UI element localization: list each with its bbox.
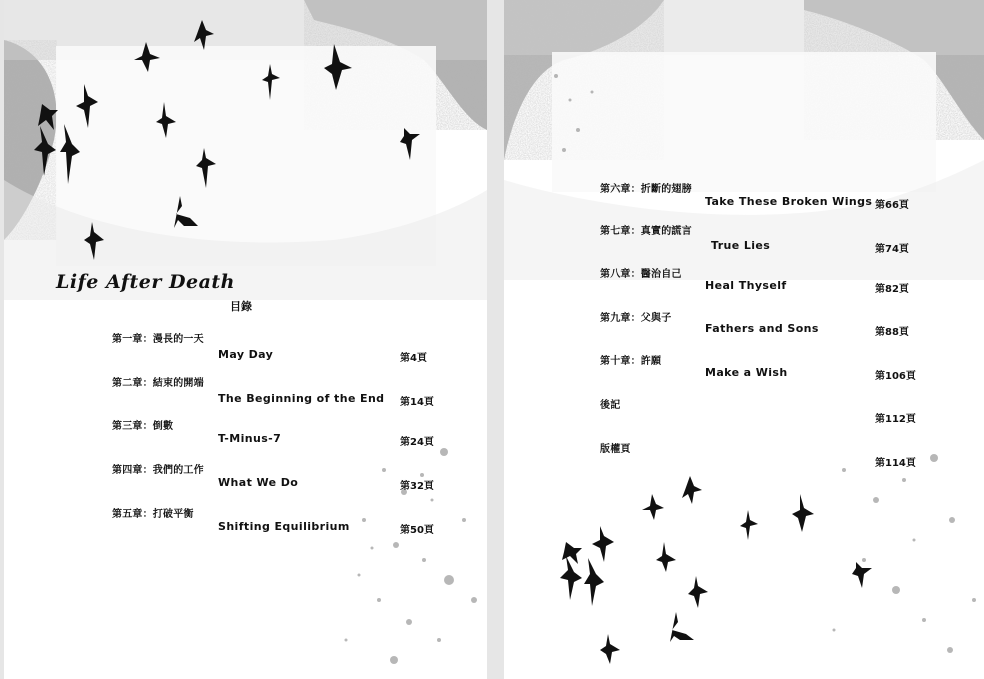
right-page bbox=[504, 0, 984, 679]
birds-flock bbox=[560, 476, 872, 664]
toc-page-number: 第14頁 bbox=[400, 397, 434, 408]
toc-page-number: 第88頁 bbox=[875, 327, 909, 338]
toc-page-number: 第24頁 bbox=[400, 437, 434, 448]
toc-page-number: 第50頁 bbox=[400, 525, 434, 536]
toc-page-number: 第66頁 bbox=[875, 200, 909, 211]
toc-chapter-title: Take These Broken Wings bbox=[705, 195, 873, 208]
toc-chapter-label: 第七章：真實的謊言 bbox=[600, 226, 692, 237]
toc-chapter-label: 第九章：父與子 bbox=[600, 313, 672, 324]
toc-chapter-label: 第四章：我們的工作 bbox=[112, 465, 204, 476]
toc-page-number: 第114頁 bbox=[875, 458, 916, 469]
toc-page-number: 第32頁 bbox=[400, 481, 434, 492]
toc-heading: 目錄 bbox=[230, 300, 252, 313]
toc-chapter-label: 第六章：折斷的翅膀 bbox=[600, 184, 692, 195]
toc-page-number: 第112頁 bbox=[875, 414, 916, 425]
toc-chapter-label: 第十章：許願 bbox=[600, 356, 662, 367]
toc-chapter-label: 後記 bbox=[600, 400, 621, 411]
toc-page-number: 第106頁 bbox=[875, 371, 916, 382]
toc-page-number: 第4頁 bbox=[400, 353, 427, 364]
book-title: Life After Death bbox=[56, 271, 235, 293]
toc-chapter-title: True Lies bbox=[711, 239, 771, 252]
toc-chapter-title: Heal Thyself bbox=[705, 279, 787, 292]
toc-chapter-title: What We Do bbox=[218, 476, 299, 489]
toc-chapter-title: Make a Wish bbox=[705, 366, 788, 379]
toc-chapter-title: T-Minus-7 bbox=[218, 432, 282, 445]
toc-chapter-title: May Day bbox=[218, 348, 274, 361]
toc-chapter-label: 第三章：倒數 bbox=[112, 421, 174, 432]
toc-chapter-title: Fathers and Sons bbox=[705, 322, 819, 335]
left-page-ink-background bbox=[4, 0, 487, 679]
toc-chapter-label: 第一章：漫長的一天 bbox=[112, 334, 204, 345]
toc-page-number: 第82頁 bbox=[875, 284, 909, 295]
toc-chapter-title: The Beginning of the End bbox=[218, 392, 385, 405]
toc-chapter-label: 第五章：打破平衡 bbox=[112, 509, 194, 520]
toc-chapter-label: 第八章：醫治自己 bbox=[600, 269, 682, 280]
toc-chapter-label: 第二章：結束的開端 bbox=[112, 378, 204, 389]
right-page-ink-background bbox=[504, 0, 984, 679]
toc-page-number: 第74頁 bbox=[875, 244, 909, 255]
left-page bbox=[4, 0, 487, 679]
toc-chapter-title: Shifting Equilibrium bbox=[218, 520, 350, 533]
toc-chapter-label: 版權頁 bbox=[600, 444, 631, 455]
